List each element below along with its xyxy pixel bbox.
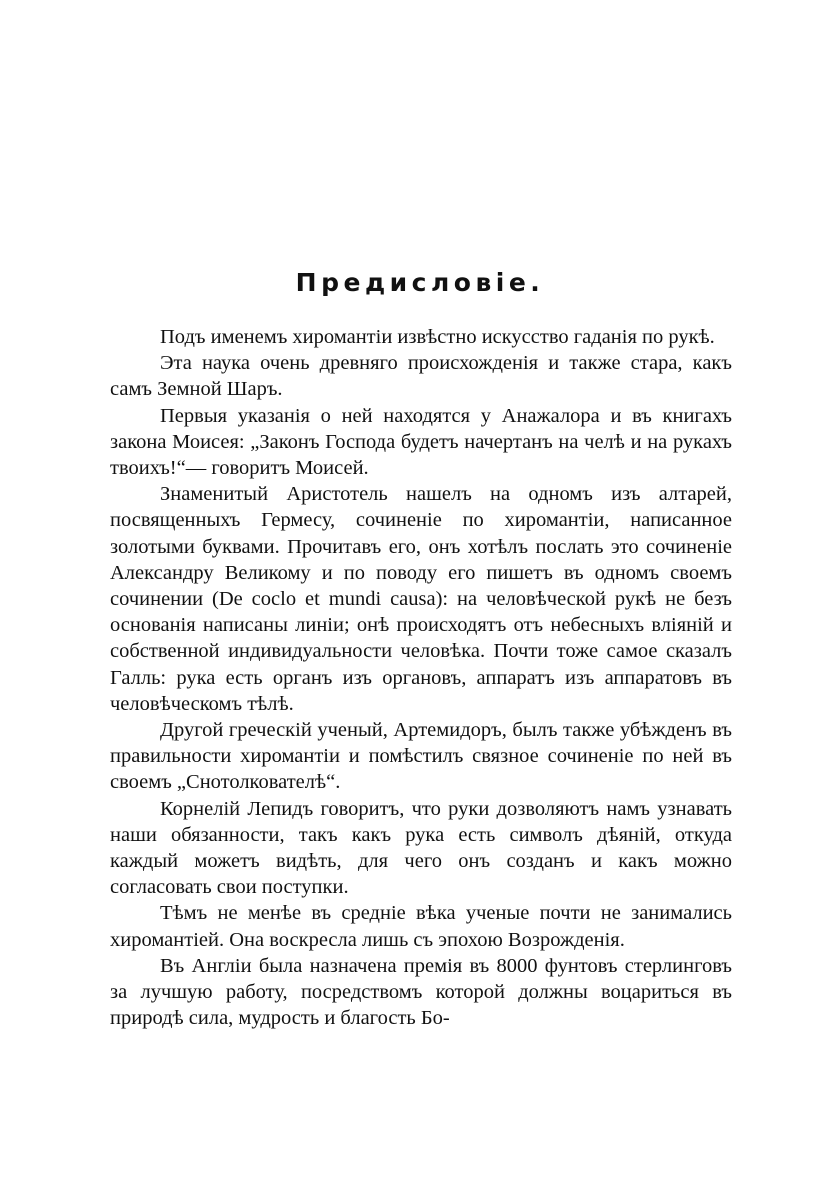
paragraph: Корнелій Лепидъ говоритъ, что руки дозволяютъ намъ узнавать наши обязанности, такъ какъ рука есть символъ дѣяній, откуда каждый можетъ видѣть, для чего онъ созданъ и какъ можно согласовать свои поступки. (110, 797, 732, 899)
preface-body (110, 324, 732, 1031)
paragraph: Эта наука очень древняго происхожденія и также стара, какъ самъ Земной Шаръ. (110, 352, 732, 401)
paragraph: Знаменитый Аристотель нашелъ на одномъ изъ алтарей, посвященныхъ Гермесу, сочиненіе по хиромантіи, написанное золотыми буквами. Прочитавъ его, онъ хотѣлъ послать это сочиненіе Александру Великому и по поводу его пишетъ въ одномъ своемъ сочинении (De coclo et mundi causa): на человѣческой рукѣ не безъ основанія написаны линіи; онѣ происходятъ отъ небесныхъ вліяній и собственной индивидуальности человѣка. Почти тоже самое сказалъ Галль: рука есть органъ изъ органовъ, аппаратъ изъ аппаратовъ въ человѣческомъ тѣлѣ. (110, 483, 732, 715)
paragraph: Въ Англіи была назначена премія въ 8000 фунтовъ стерлинговъ за лучшую работу, посредствомъ которой должны воцариться въ природѣ сила, мудрость и благость Бо- (110, 954, 732, 1030)
paragraph: Подъ именемъ хиромантіи извѣстно искусство гаданія по рукѣ. (160, 326, 715, 348)
page-title: Предисловіе. (295, 268, 545, 297)
paragraph: Первыя указанія о ней находятся у Анажалора и въ книгахъ закона Моисея: „Законъ Господа будетъ начертанъ на челѣ и на рукахъ твоихъ!“— говоритъ Моисей. (110, 404, 732, 480)
paragraph: Другой греческій ученый, Артемидоръ, былъ также убѣжденъ въ правильности хиромантіи и помѣстилъ связное сочиненіе по ней въ своемъ „Снотолкователѣ“. (110, 719, 732, 794)
paragraph: Тѣмъ не менѣе въ средніе вѣка ученые почти не занимались хиромантіей. Она воскресла лишь съ эпохою Возрожденія. (110, 902, 732, 951)
